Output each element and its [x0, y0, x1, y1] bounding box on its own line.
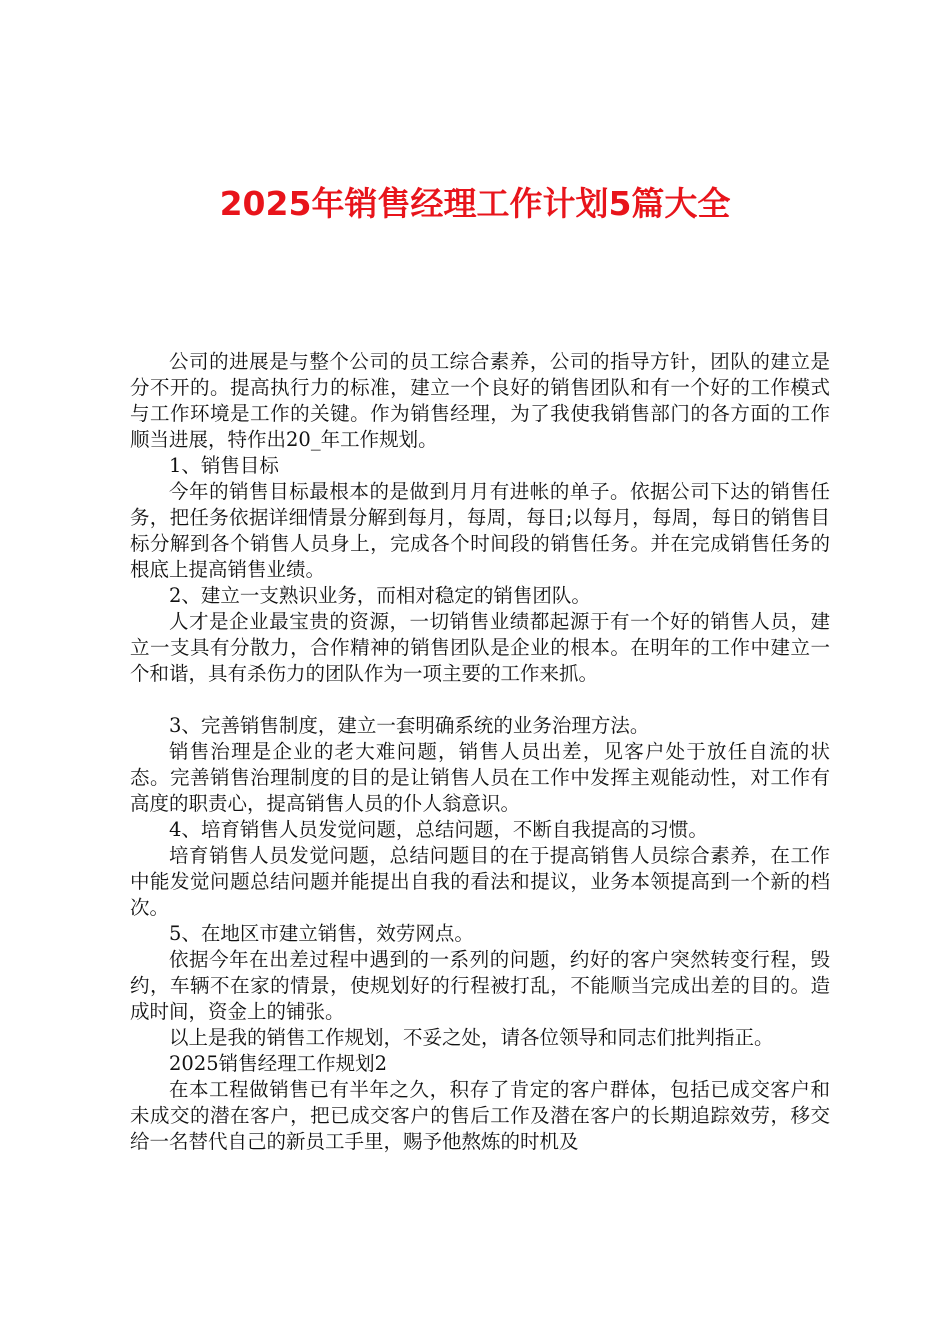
heading-sales-system: 3、完善销售制度，建立一套明确系统的业务治理方法。 — [169, 714, 650, 737]
paragraph-sales-target: 今年的销售目标最根本的是做到月月有进帐的单子。依据公司下达的销售任务，把任务依据详细情景分解到每月，每周，每日;以每月，每周，每日的销售目标分解到各个销售人员身上，完成各个时间段的销售任务。并在完成销售任务的根底上提高销售业绩。 — [130, 480, 830, 581]
document-body — [130, 349, 830, 1155]
heading-sales-team: 2、建立一支熟识业务，而相对稳定的销售团队。 — [169, 584, 591, 607]
heading-training: 4、培育销售人员发觉问题，总结问题，不断自我提高的习惯。 — [169, 818, 708, 841]
heading-sales-target: 1、销售目标 — [169, 454, 279, 477]
paragraph-training: 培育销售人员发觉问题，总结问题目的在于提高销售人员综合素养，在工作中能发觉问题总结问题并能提出自我的看法和提议，业务本领提高到一个新的档次。 — [130, 844, 830, 919]
paragraph-plan-2: 在本工程做销售已有半年之久，积存了肯定的客户群体，包括已成交客户和未成交的潜在客户，把已成交客户的售后工作及潜在客户的长期追踪效劳，移交给一名替代自己的新员工手里，赐予他熬炼的时机及 — [130, 1078, 830, 1153]
paragraph-closing: 以上是我的销售工作规划，不妥之处，请各位领导和同志们批判指正。 — [169, 1026, 774, 1049]
paragraph-sales-team: 人才是企业最宝贵的资源，一切销售业绩都起源于有一个好的销售人员，建立一支具有分散力，合作精神的销售团队是企业的根本。在明年的工作中建立一个和谐，具有杀伤力的团队作为一项主要的工作来抓。 — [130, 610, 830, 685]
paragraph-sales-system: 销售治理是企业的老大难问题，销售人员出差，见客户处于放任自流的状态。完善销售治理制度的目的是让销售人员在工作中发挥主观能动性，对工作有高度的职责心，提高销售人员的仆人翁意识。 — [130, 740, 830, 815]
paragraph-intro: 公司的进展是与整个公司的员工综合素养，公司的指导方针，团队的建立是分不开的。提高执行力的标准，建立一个良好的销售团队和有一个好的工作模式与工作环境是工作的关键。作为销售经理，为了我使我销售部门的各方面的工作顺当进展，特作出20_年工作规划。 — [130, 350, 830, 451]
heading-service-points: 5、在地区市建立销售，效劳网点。 — [169, 922, 474, 945]
document-title: 2025年销售经理工作计划5篇大全 — [219, 184, 731, 223]
paragraph-service-points: 依据今年在出差过程中遇到的一系列的问题，约好的客户突然转变行程，毁约，车辆不在家的情景，使规划好的行程被打乱，不能顺当完成出差的目的。造成时间，资金上的铺张。 — [130, 948, 830, 1023]
heading-plan-2: 2025销售经理工作规划2 — [169, 1052, 388, 1075]
